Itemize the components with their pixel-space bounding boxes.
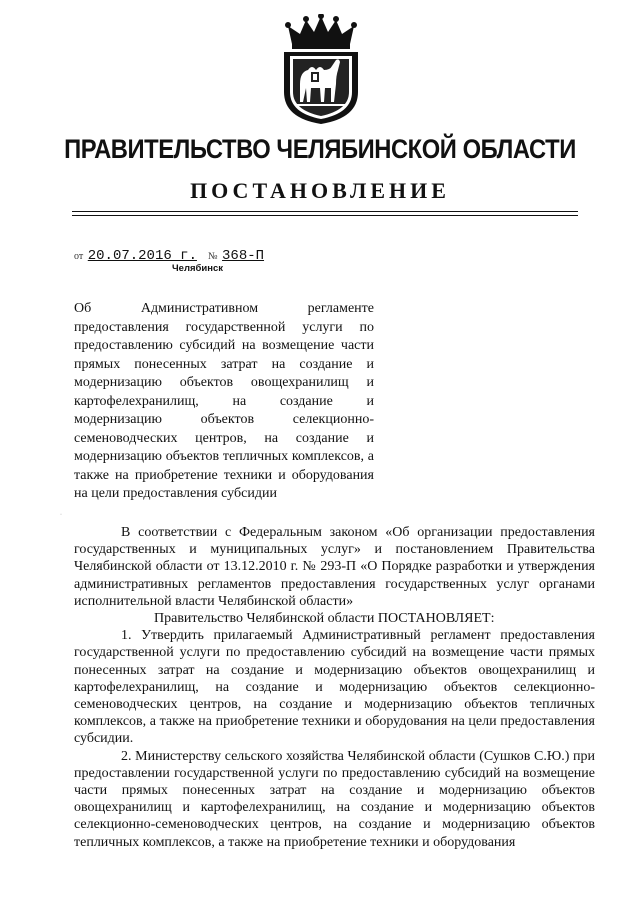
document-number: 368-П [222, 248, 265, 264]
document-city: Челябинск [172, 263, 224, 274]
header-divider-bottom [72, 215, 578, 216]
document-type: ПОСТАНОВЛЕНИЕ [190, 178, 450, 203]
document-date: 20.07.2016 г. [87, 248, 197, 264]
margin-mark: · [60, 512, 62, 518]
government-title: ПРАВИТЕЛЬСТВО ЧЕЛЯБИНСКОЙ ОБЛАСТИ [64, 134, 576, 164]
document-body [74, 524, 595, 851]
header-divider-top [72, 211, 578, 212]
document-subject: Об Административном регламенте предоставления государственной услуги по предоставлению субсидий на возмещение части прямых понесенных затрат на создание и модернизацию объектов овощехранилищ и картофелехранилищ, на создание и модернизацию объектов селекционно-семеноводческих центров, на создание и модернизацию объектов тепличных комплексов, а также на приобретение техники и оборудования на цели предоставления субсидии [74, 301, 374, 501]
clause-2-paragraph: 2. Министерству сельского хозяйства Челябинской области (Сушков С.Ю.) при предоставлении государственной услуги по предоставлению субсидий на возмещение части прямых понесенных затрат на создание и модернизацию объектов овощехранилищ и картофелехранилищ, на создание и модернизацию объектов селекционно-семеноводческих центров, на создание и модернизацию объектов тепличных комплексов, а также на приобретение техники и оборудования [74, 748, 595, 850]
clause-1-paragraph: 1. Утвердить прилагаемый Административный регламент предоставления государственной услуги по предоставлению субсидий на возмещение части прямых понесенных затрат на создание и модернизацию объектов овощехранилищ и картофелехранилищ, на создание и модернизацию объектов селекционно-семеноводческих центров, на создание и модернизацию объектов тепличных комплексов, а также на приобретение техники и оборудования на цели предоставления субсидии. [74, 628, 595, 747]
coat-of-arms-emblem-icon [278, 14, 364, 126]
document-meta [74, 248, 264, 264]
number-label: № [207, 251, 218, 262]
preamble-paragraph: В соответствии с Федеральным законом «Об организации предоставления государственных и муниципальных услуг» и постановлением Правительства Челябинской области от 13.12.2010 г. № 293-П «О Порядке разработки и утверждения административных регламентов предоставления государственных услуг органами исполнительной власти Челябинской области» [74, 525, 595, 609]
resolution-line: Правительство Челябинской области ПОСТАНОВЛЯЕТ: [154, 611, 495, 627]
date-label: от [74, 251, 84, 262]
